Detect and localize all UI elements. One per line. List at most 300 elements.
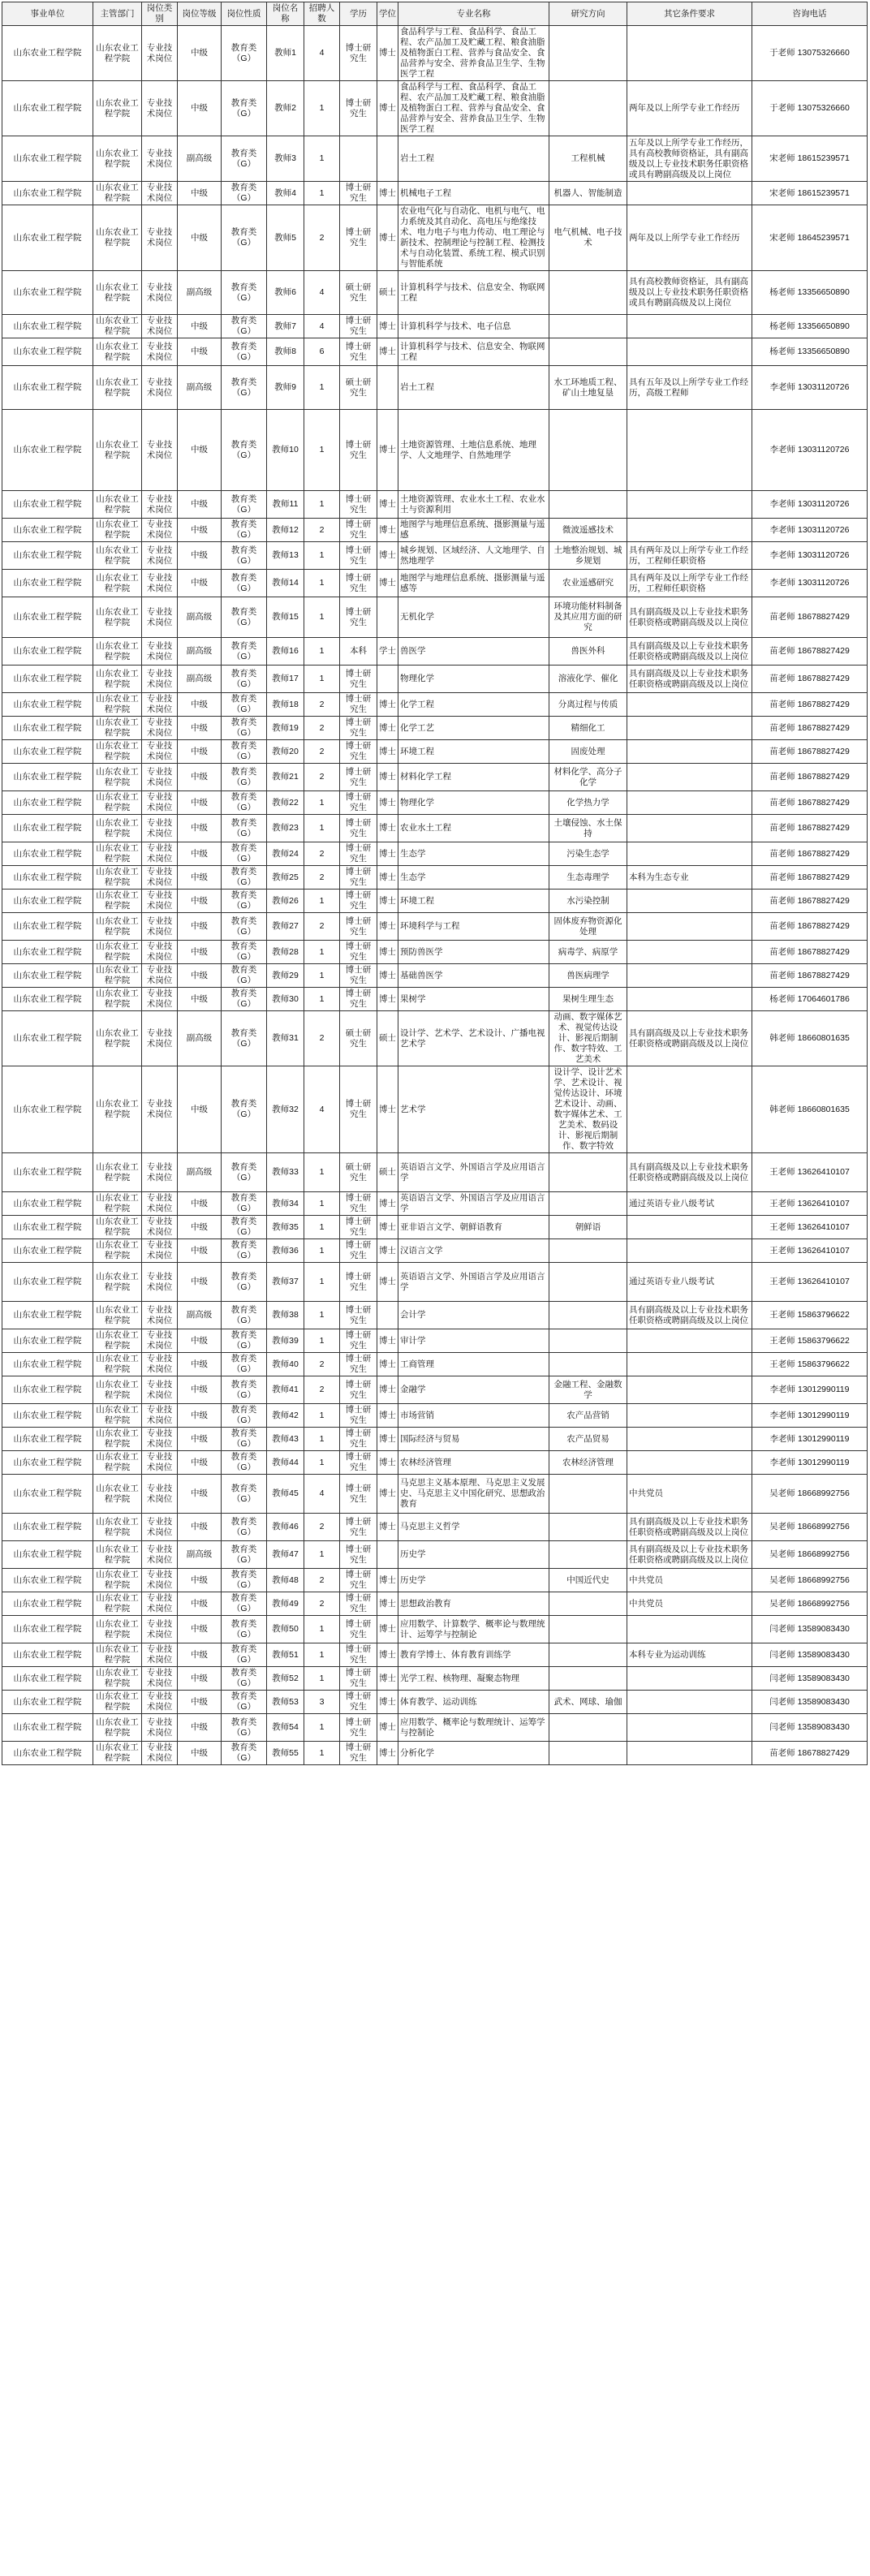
cell-department: 山东农业工程学院 xyxy=(93,717,142,740)
cell-degree: 博士 xyxy=(377,182,398,205)
cell-post-level: 中级 xyxy=(178,81,222,136)
cell-post-level: 中级 xyxy=(178,315,222,338)
cell-degree: 博士 xyxy=(377,866,398,890)
cell-research-direction: 土地整治规划、城乡规划 xyxy=(549,542,627,570)
cell-post-category: 专业技术岗位 xyxy=(142,1302,178,1329)
cell-post-level: 中级 xyxy=(178,519,222,542)
cell-degree: 博士 xyxy=(377,338,398,366)
cell-post-category: 专业技术岗位 xyxy=(142,1239,178,1263)
cell-other-requirements: 具有副高级及以上专业技术职务任职资格或聘副高级及以上岗位 xyxy=(627,1153,752,1192)
cell-post-level: 中级 xyxy=(178,988,222,1011)
cell-degree: 硕士 xyxy=(377,1153,398,1192)
cell-department: 山东农业工程学院 xyxy=(93,964,142,988)
cell-contact: 闫老师 13589083430 xyxy=(752,1643,868,1667)
cell-education: 博士研究生 xyxy=(340,410,377,491)
cell-post-name: 教师35 xyxy=(267,1216,304,1239)
cell-unit: 山东农业工程学院 xyxy=(2,717,93,740)
cell-post-name: 教师7 xyxy=(267,315,304,338)
cell-post-level: 副高级 xyxy=(178,638,222,666)
cell-degree: 博士 xyxy=(377,315,398,338)
header-cell: 招聘人数 xyxy=(304,2,340,26)
cell-post-nature: 教育类（G） xyxy=(222,519,267,542)
cell-post-category: 专业技术岗位 xyxy=(142,717,178,740)
cell-unit: 山东农业工程学院 xyxy=(2,1541,93,1569)
cell-contact: 王老师 13626410107 xyxy=(752,1192,868,1216)
cell-post-nature: 教育类（G） xyxy=(222,1376,267,1404)
cell-major: 审计学 xyxy=(398,1329,549,1353)
cell-post-category: 专业技术岗位 xyxy=(142,1714,178,1742)
cell-major: 体育教学、运动训练 xyxy=(398,1691,549,1714)
cell-post-level: 中级 xyxy=(178,1239,222,1263)
cell-contact: 宋老师 18645239571 xyxy=(752,205,868,271)
cell-major: 应用数学、概率论与数理统计、运筹学与控制论 xyxy=(398,1714,549,1742)
cell-unit: 山东农业工程学院 xyxy=(2,791,93,815)
cell-degree: 博士 xyxy=(377,1376,398,1404)
cell-hire-count: 1 xyxy=(304,988,340,1011)
cell-other-requirements xyxy=(627,964,752,988)
cell-post-level: 中级 xyxy=(178,1691,222,1714)
cell-post-category: 专业技术岗位 xyxy=(142,136,178,182)
cell-major: 国际经济与贸易 xyxy=(398,1428,549,1451)
cell-hire-count: 1 xyxy=(304,366,340,410)
cell-post-category: 专业技术岗位 xyxy=(142,338,178,366)
cell-education: 博士研究生 xyxy=(340,866,377,890)
cell-other-requirements xyxy=(627,1667,752,1691)
table-row xyxy=(2,542,868,570)
cell-contact: 宋老师 18615239571 xyxy=(752,182,868,205)
cell-degree: 博士 xyxy=(377,1216,398,1239)
cell-education: 博士研究生 xyxy=(340,315,377,338)
header-cell: 岗位类别 xyxy=(142,2,178,26)
cell-contact: 于老师 13075326660 xyxy=(752,26,868,81)
cell-department: 山东农业工程学院 xyxy=(93,764,142,791)
cell-education: 博士研究生 xyxy=(340,1691,377,1714)
cell-post-name: 教师10 xyxy=(267,410,304,491)
cell-post-category: 专业技术岗位 xyxy=(142,542,178,570)
cell-hire-count: 2 xyxy=(304,866,340,890)
cell-contact: 韩老师 18660801635 xyxy=(752,1011,868,1066)
cell-post-nature: 教育类（G） xyxy=(222,890,267,913)
cell-research-direction xyxy=(549,1541,627,1569)
cell-department: 山东农业工程学院 xyxy=(93,1451,142,1475)
cell-post-nature: 教育类（G） xyxy=(222,1742,267,1765)
cell-education: 博士研究生 xyxy=(340,1742,377,1765)
cell-degree: 博士 xyxy=(377,1263,398,1302)
cell-major: 光学工程、核物理、凝聚态物理 xyxy=(398,1667,549,1691)
cell-post-level: 副高级 xyxy=(178,271,222,315)
cell-major: 计算机科学与技术、信息安全、物联网工程 xyxy=(398,271,549,315)
cell-degree: 博士 xyxy=(377,1066,398,1153)
cell-post-nature: 教育类（G） xyxy=(222,491,267,519)
cell-research-direction: 精细化工 xyxy=(549,717,627,740)
cell-major: 会计学 xyxy=(398,1302,549,1329)
cell-contact: 王老师 15863796622 xyxy=(752,1353,868,1376)
cell-department: 山东农业工程学院 xyxy=(93,315,142,338)
cell-contact: 李老师 13012990119 xyxy=(752,1404,868,1428)
cell-post-level: 中级 xyxy=(178,1329,222,1353)
cell-post-level: 中级 xyxy=(178,764,222,791)
cell-education: 博士研究生 xyxy=(340,740,377,764)
cell-other-requirements: 具有五年及以上所学专业工作经历，高级工程师 xyxy=(627,366,752,410)
cell-hire-count: 1 xyxy=(304,570,340,597)
cell-post-level: 副高级 xyxy=(178,1011,222,1066)
cell-other-requirements: 本科专业为运动训练 xyxy=(627,1643,752,1667)
cell-other-requirements xyxy=(627,764,752,791)
table-row xyxy=(2,519,868,542)
cell-department: 山东农业工程学院 xyxy=(93,1643,142,1667)
cell-degree xyxy=(377,1302,398,1329)
cell-major: 环境工程 xyxy=(398,740,549,764)
cell-research-direction: 固体废弃物资源化处理 xyxy=(549,913,627,941)
cell-department: 山东农业工程学院 xyxy=(93,988,142,1011)
header-cell: 岗位名称 xyxy=(267,2,304,26)
cell-post-level: 中级 xyxy=(178,693,222,717)
cell-degree: 博士 xyxy=(377,764,398,791)
table-row xyxy=(2,136,868,182)
cell-post-category: 专业技术岗位 xyxy=(142,791,178,815)
cell-other-requirements xyxy=(627,1066,752,1153)
cell-post-name: 教师42 xyxy=(267,1404,304,1428)
cell-unit: 山东农业工程学院 xyxy=(2,1302,93,1329)
cell-department: 山东农业工程学院 xyxy=(93,570,142,597)
cell-post-level: 中级 xyxy=(178,1592,222,1616)
cell-unit: 山东农业工程学院 xyxy=(2,1569,93,1592)
cell-post-category: 专业技术岗位 xyxy=(142,315,178,338)
cell-major: 设计学、艺术学、艺术设计、广播电视艺术学 xyxy=(398,1011,549,1066)
table-row xyxy=(2,338,868,366)
cell-post-nature: 教育类（G） xyxy=(222,205,267,271)
cell-degree: 博士 xyxy=(377,81,398,136)
cell-education: 博士研究生 xyxy=(340,764,377,791)
cell-education: 本科 xyxy=(340,638,377,666)
cell-hire-count: 1 xyxy=(304,964,340,988)
cell-post-nature: 教育类（G） xyxy=(222,693,267,717)
cell-education: 博士研究生 xyxy=(340,1376,377,1404)
cell-hire-count: 1 xyxy=(304,1742,340,1765)
cell-contact: 李老师 13012990119 xyxy=(752,1428,868,1451)
cell-other-requirements xyxy=(627,519,752,542)
cell-post-nature: 教育类（G） xyxy=(222,764,267,791)
cell-contact: 韩老师 18660801635 xyxy=(752,1066,868,1153)
cell-research-direction xyxy=(549,1643,627,1667)
cell-research-direction xyxy=(549,271,627,315)
cell-other-requirements: 具有副高级及以上专业技术职务任职资格或聘副高级及以上岗位 xyxy=(627,1514,752,1541)
cell-degree: 博士 xyxy=(377,1691,398,1714)
cell-contact: 苗老师 18678827429 xyxy=(752,638,868,666)
cell-post-name: 教师55 xyxy=(267,1742,304,1765)
cell-contact: 李老师 13012990119 xyxy=(752,1376,868,1404)
cell-department: 山东农业工程学院 xyxy=(93,1404,142,1428)
cell-degree: 博士 xyxy=(377,842,398,866)
cell-hire-count: 1 xyxy=(304,410,340,491)
cell-contact: 王老师 13626410107 xyxy=(752,1263,868,1302)
cell-education: 博士研究生 xyxy=(340,666,377,693)
cell-post-category: 专业技术岗位 xyxy=(142,1616,178,1643)
cell-major: 思想政治教育 xyxy=(398,1592,549,1616)
cell-post-name: 教师43 xyxy=(267,1428,304,1451)
cell-contact: 苗老师 18678827429 xyxy=(752,764,868,791)
cell-post-level: 中级 xyxy=(178,205,222,271)
cell-post-category: 专业技术岗位 xyxy=(142,1404,178,1428)
cell-unit: 山东农业工程学院 xyxy=(2,1192,93,1216)
cell-post-level: 中级 xyxy=(178,1475,222,1514)
cell-unit: 山东农业工程学院 xyxy=(2,26,93,81)
cell-department: 山东农业工程学院 xyxy=(93,366,142,410)
cell-post-name: 教师20 xyxy=(267,740,304,764)
cell-post-name: 教师49 xyxy=(267,1592,304,1616)
cell-degree: 博士 xyxy=(377,542,398,570)
cell-degree: 博士 xyxy=(377,491,398,519)
cell-contact: 苗老师 18678827429 xyxy=(752,597,868,638)
cell-education: 博士研究生 xyxy=(340,1239,377,1263)
table-row xyxy=(2,1329,868,1353)
cell-research-direction: 水工环地质工程、矿山土地复垦 xyxy=(549,366,627,410)
cell-unit: 山东农业工程学院 xyxy=(2,81,93,136)
cell-department: 山东农业工程学院 xyxy=(93,1302,142,1329)
cell-other-requirements xyxy=(627,1216,752,1239)
cell-post-category: 专业技术岗位 xyxy=(142,26,178,81)
cell-contact: 闫老师 13589083430 xyxy=(752,1616,868,1643)
cell-degree: 博士 xyxy=(377,1643,398,1667)
cell-contact: 苗老师 18678827429 xyxy=(752,717,868,740)
header-cell: 研究方向 xyxy=(549,2,627,26)
cell-education: 博士研究生 xyxy=(340,1541,377,1569)
cell-post-category: 专业技术岗位 xyxy=(142,1742,178,1765)
cell-post-category: 专业技术岗位 xyxy=(142,941,178,964)
cell-other-requirements xyxy=(627,1428,752,1451)
cell-unit: 山东农业工程学院 xyxy=(2,570,93,597)
cell-education: 博士研究生 xyxy=(340,491,377,519)
cell-hire-count: 2 xyxy=(304,913,340,941)
cell-hire-count: 1 xyxy=(304,1153,340,1192)
cell-major: 地图学与地理信息系统、摄影测量与遥感等 xyxy=(398,570,549,597)
cell-post-name: 教师8 xyxy=(267,338,304,366)
table-row xyxy=(2,1216,868,1239)
cell-hire-count: 1 xyxy=(304,1541,340,1569)
cell-degree: 博士 xyxy=(377,1239,398,1263)
cell-post-nature: 教育类（G） xyxy=(222,542,267,570)
cell-post-level: 中级 xyxy=(178,815,222,842)
cell-other-requirements xyxy=(627,941,752,964)
cell-degree: 博士 xyxy=(377,913,398,941)
cell-post-category: 专业技术岗位 xyxy=(142,913,178,941)
cell-post-level: 中级 xyxy=(178,1376,222,1404)
cell-degree: 博士 xyxy=(377,519,398,542)
cell-contact: 王老师 13626410107 xyxy=(752,1239,868,1263)
cell-research-direction xyxy=(549,491,627,519)
cell-research-direction: 农产品贸易 xyxy=(549,1428,627,1451)
cell-research-direction: 电气机械、电子技术 xyxy=(549,205,627,271)
cell-post-nature: 教育类（G） xyxy=(222,1428,267,1451)
cell-education: 博士研究生 xyxy=(340,1353,377,1376)
cell-post-category: 专业技术岗位 xyxy=(142,1451,178,1475)
cell-other-requirements: 本科为生态专业 xyxy=(627,866,752,890)
cell-post-level: 中级 xyxy=(178,740,222,764)
cell-post-nature: 教育类（G） xyxy=(222,1569,267,1592)
cell-post-category: 专业技术岗位 xyxy=(142,491,178,519)
cell-post-name: 教师50 xyxy=(267,1616,304,1643)
cell-department: 山东农业工程学院 xyxy=(93,542,142,570)
cell-research-direction xyxy=(549,1475,627,1514)
cell-post-name: 教师29 xyxy=(267,964,304,988)
cell-post-name: 教师53 xyxy=(267,1691,304,1714)
cell-degree: 博士 xyxy=(377,941,398,964)
cell-hire-count: 1 xyxy=(304,1451,340,1475)
cell-other-requirements: 中共党员 xyxy=(627,1569,752,1592)
cell-unit: 山东农业工程学院 xyxy=(2,366,93,410)
table-row xyxy=(2,964,868,988)
cell-post-name: 教师39 xyxy=(267,1329,304,1353)
cell-education: 博士研究生 xyxy=(340,1329,377,1353)
cell-department: 山东农业工程学院 xyxy=(93,1691,142,1714)
cell-unit: 山东农业工程学院 xyxy=(2,205,93,271)
cell-education: 博士研究生 xyxy=(340,597,377,638)
cell-research-direction: 设计学、设计艺术学、艺术设计、视觉传达设计、环境艺术设计、动画、数字媒体艺术、工艺美术、数码设计、影视后期制作、数字特效 xyxy=(549,1066,627,1153)
cell-hire-count: 1 xyxy=(304,1263,340,1302)
cell-post-level: 中级 xyxy=(178,717,222,740)
cell-research-direction xyxy=(549,1239,627,1263)
cell-major: 预防兽医学 xyxy=(398,941,549,964)
cell-education: 博士研究生 xyxy=(340,1475,377,1514)
cell-major: 农业电气化与自动化、电机与电气、电力系统及其自动化、高电压与绝缘技术、电力电子与电力传动、电工理论与新技术、控制理论与控制工程、检测技术与自动化装置、系统工程、模式识别与智能系统 xyxy=(398,205,549,271)
cell-post-category: 专业技术岗位 xyxy=(142,1569,178,1592)
table-row xyxy=(2,1714,868,1742)
cell-contact: 苗老师 18678827429 xyxy=(752,964,868,988)
cell-other-requirements: 具有高校教师资格证，具有副高级及以上专业技术职务任职资格或具有聘副高级及以上岗位 xyxy=(627,271,752,315)
cell-department: 山东农业工程学院 xyxy=(93,1514,142,1541)
cell-other-requirements: 两年及以上所学专业工作经历 xyxy=(627,81,752,136)
cell-education: 博士研究生 xyxy=(340,717,377,740)
cell-degree: 学士 xyxy=(377,638,398,666)
cell-post-level: 副高级 xyxy=(178,366,222,410)
cell-post-level: 中级 xyxy=(178,182,222,205)
cell-post-nature: 教育类（G） xyxy=(222,1714,267,1742)
cell-department: 山东农业工程学院 xyxy=(93,491,142,519)
cell-department: 山东农业工程学院 xyxy=(93,740,142,764)
cell-contact: 苗老师 18678827429 xyxy=(752,815,868,842)
cell-hire-count: 1 xyxy=(304,666,340,693)
cell-research-direction: 污染生态学 xyxy=(549,842,627,866)
cell-post-category: 专业技术岗位 xyxy=(142,890,178,913)
cell-other-requirements: 具有副高级及以上专业技术职务任职资格或聘副高级及以上岗位 xyxy=(627,666,752,693)
table-row xyxy=(2,1153,868,1192)
cell-education: 博士研究生 xyxy=(340,182,377,205)
cell-research-direction: 动画、数字媒体艺术、视觉传达设计、影视后期制作、数字特效、工艺美术 xyxy=(549,1011,627,1066)
cell-major: 马克思主义基本原理、马克思主义发展史、马克思主义中国化研究、思想政治教育 xyxy=(398,1475,549,1514)
cell-post-category: 专业技术岗位 xyxy=(142,1216,178,1239)
cell-department: 山东农业工程学院 xyxy=(93,693,142,717)
cell-unit: 山东农业工程学院 xyxy=(2,271,93,315)
cell-hire-count: 1 xyxy=(304,1329,340,1353)
table-row xyxy=(2,1302,868,1329)
cell-contact: 杨老师 13356650890 xyxy=(752,271,868,315)
cell-hire-count: 1 xyxy=(304,81,340,136)
cell-hire-count: 1 xyxy=(304,1192,340,1216)
cell-department: 山东农业工程学院 xyxy=(93,1569,142,1592)
cell-contact: 苗老师 18678827429 xyxy=(752,941,868,964)
cell-post-level: 中级 xyxy=(178,1192,222,1216)
table-row xyxy=(2,597,868,638)
cell-post-level: 中级 xyxy=(178,1514,222,1541)
cell-post-name: 教师34 xyxy=(267,1192,304,1216)
table-row xyxy=(2,693,868,717)
cell-research-direction: 环境功能材料制备及其应用方面的研究 xyxy=(549,597,627,638)
table-row xyxy=(2,182,868,205)
cell-unit: 山东农业工程学院 xyxy=(2,964,93,988)
table-row xyxy=(2,1239,868,1263)
cell-post-name: 教师15 xyxy=(267,597,304,638)
table-row xyxy=(2,1011,868,1066)
cell-post-name: 教师36 xyxy=(267,1239,304,1263)
cell-major: 食品科学与工程、食品科学、食品工程、农产品加工及贮藏工程、粮食油脂及植物蛋白工程、营养与食品安全、食品营养与安全、营养食品卫生学、生物医学工程 xyxy=(398,81,549,136)
cell-post-name: 教师2 xyxy=(267,81,304,136)
cell-major: 英语语言文学、外国语言学及应用语言学 xyxy=(398,1153,549,1192)
cell-education: 博士研究生 xyxy=(340,1404,377,1428)
header-cell: 其它条件要求 xyxy=(627,2,752,26)
cell-unit: 山东农业工程学院 xyxy=(2,1329,93,1353)
table-row xyxy=(2,1616,868,1643)
cell-unit: 山东农业工程学院 xyxy=(2,1216,93,1239)
cell-post-name: 教师40 xyxy=(267,1353,304,1376)
cell-department: 山东农业工程学院 xyxy=(93,1616,142,1643)
cell-major: 农业水土工程 xyxy=(398,815,549,842)
cell-unit: 山东农业工程学院 xyxy=(2,1451,93,1475)
cell-post-name: 教师24 xyxy=(267,842,304,866)
cell-post-name: 教师27 xyxy=(267,913,304,941)
table-body xyxy=(2,26,868,1765)
cell-research-direction xyxy=(549,1592,627,1616)
cell-post-category: 专业技术岗位 xyxy=(142,1475,178,1514)
table-row xyxy=(2,26,868,81)
table-row xyxy=(2,1066,868,1153)
cell-post-nature: 教育类（G） xyxy=(222,1514,267,1541)
cell-research-direction: 机器人、智能制造 xyxy=(549,182,627,205)
cell-contact: 苗老师 18678827429 xyxy=(752,666,868,693)
cell-other-requirements xyxy=(627,1353,752,1376)
header-cell: 学位 xyxy=(377,2,398,26)
header-cell: 岗位性质 xyxy=(222,2,267,26)
table-row xyxy=(2,491,868,519)
cell-department: 山东农业工程学院 xyxy=(93,1376,142,1404)
table-row xyxy=(2,638,868,666)
cell-hire-count: 1 xyxy=(304,1643,340,1667)
cell-post-nature: 教育类（G） xyxy=(222,1451,267,1475)
cell-major: 化学工程 xyxy=(398,693,549,717)
cell-research-direction: 固废处理 xyxy=(549,740,627,764)
cell-major: 计算机科学与技术、信息安全、物联网工程 xyxy=(398,338,549,366)
table-row xyxy=(2,271,868,315)
cell-contact: 闫老师 13589083430 xyxy=(752,1667,868,1691)
cell-education: 博士研究生 xyxy=(340,988,377,1011)
cell-post-category: 专业技术岗位 xyxy=(142,764,178,791)
cell-department: 山东农业工程学院 xyxy=(93,81,142,136)
cell-post-level: 中级 xyxy=(178,1404,222,1428)
cell-post-category: 专业技术岗位 xyxy=(142,1066,178,1153)
cell-post-name: 教师11 xyxy=(267,491,304,519)
cell-post-category: 专业技术岗位 xyxy=(142,1353,178,1376)
table-row xyxy=(2,1475,868,1514)
cell-post-category: 专业技术岗位 xyxy=(142,1329,178,1353)
cell-unit: 山东农业工程学院 xyxy=(2,1667,93,1691)
cell-major: 教育学博士、体育教育训练学 xyxy=(398,1643,549,1667)
cell-degree: 硕士 xyxy=(377,271,398,315)
cell-post-category: 专业技术岗位 xyxy=(142,519,178,542)
table-row xyxy=(2,1541,868,1569)
table-row xyxy=(2,1451,868,1475)
cell-major: 农林经济管理 xyxy=(398,1451,549,1475)
cell-education: 博士研究生 xyxy=(340,1667,377,1691)
cell-unit: 山东农业工程学院 xyxy=(2,890,93,913)
